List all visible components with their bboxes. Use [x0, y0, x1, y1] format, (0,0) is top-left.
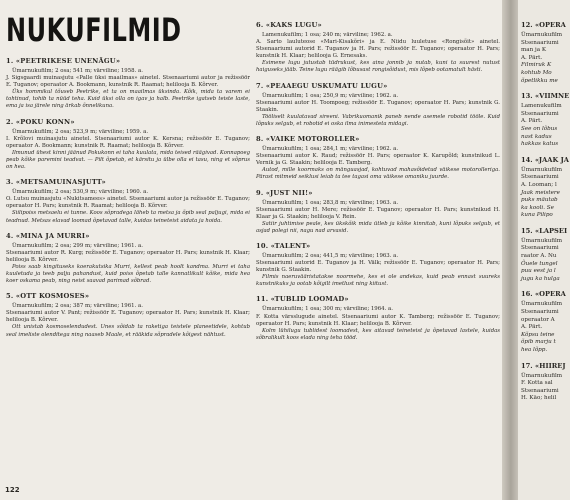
film-entry [256, 81, 500, 128]
text-line: hakkas katus [521, 141, 559, 148]
text-line: operaator A [521, 316, 555, 323]
text-line: puks mäutab [521, 197, 558, 204]
film-crew: Stsenaariumi autorid E. Tuganov ja H. Välk; režissöör E. Tuganov; operaator H. Pars; kunstnik G. Staakin. [256, 260, 500, 274]
film-title: 5. «OTT KOSMOSES» [6, 292, 90, 301]
left-column [6, 11, 250, 343]
text-line: Ümarnukufilm [521, 32, 563, 38]
film-title: 10. «TALENT» [256, 241, 311, 250]
text-line: F. Kotta sal [521, 380, 553, 387]
film-crew: A. Sarto lauluteose «Mari-Kisakõri» ja E. Niidu luuletuse «Rongisõit» ainetel. Stsenaariumi autorid E. Tuganov ja H. Pars; režissöör E. Tuganov; operaator H. Pars; kunstnik H. Klaar; helilooja G. Ernesaks. [256, 39, 500, 60]
text-line: Ümarnukufilm [521, 237, 563, 244]
film-meta: Ümarnukufilm; 2 osa; 441,5 m; värviline; 1963. a. [262, 252, 399, 259]
right-column [521, 14, 570, 407]
text-line: õpib marju t [521, 339, 556, 346]
film-entry [256, 294, 500, 341]
film-entry [521, 289, 570, 354]
text-line: õpetlikku me [521, 77, 558, 84]
film-crew: J. Sigsgaardi muinasjutu «Palle üksi maailmas» ainetel. Stsenaariumi autor ja režissöör E. Tuganov; operaator A. Bookmann, kunstnik R. Raamat; helilooja B. Kõrver. [6, 75, 250, 89]
film-meta: Ümarnukufilm; 1 osa; 284,1 m; värviline; 1962. a. [262, 146, 399, 153]
film-entry [521, 361, 570, 403]
text-line: kuna Pilipo [521, 212, 553, 219]
text-line: nast kadus [521, 133, 552, 140]
film-description: Ott unistab kosmoselendudest. Unes sõidab ta raketiga teistele planeetidele, kohtub seal imeliste olenditega ning naaseb Maale, et rääkida sõpradele kõigest nähtust. [6, 324, 250, 338]
film-title: 8. «VAIKE MOTOROLLER» [256, 135, 360, 144]
film-entry [256, 134, 500, 181]
film-crew: Stsenaariumi autor V. Pant; režissöör E. Tuganov; operaator H. Pars; kunstnik H. Klaar; helilooja B. Kõrver. [6, 310, 250, 324]
film-crew: O. Lutsu muinasjutu «Nukitsamees» ainetel. Stsenaariumi autor ja režissöör E. Tuganov; operaator H. Pars; kunstnik R. Raamat; helilooja B. Kõrver. [6, 196, 250, 210]
text-line: See on lõbus [521, 125, 558, 132]
film-title: 6. «KAKS LUGU» [256, 21, 322, 29]
film-meta: Ümarnukufilm; 1 osa; 250,9 m; värviline; 1962. a. [262, 92, 399, 99]
text-line: Stsenaariumi [521, 39, 559, 46]
film-entry [6, 117, 250, 172]
film-entry [521, 155, 570, 220]
text-line: Ümarnukufilm [521, 372, 563, 379]
film-entry [521, 91, 570, 149]
text-line: Õuele tungel [521, 260, 558, 267]
text-line: Kõpsu teine [521, 331, 555, 338]
film-crew: Stsenaariumi autor K. Raud; režissöör H. Pars; operaator K. Karupõld; kunstnikud L. Vernik ja G. Staakin; helilooja E. Tamberg. [256, 153, 500, 167]
film-entry [256, 20, 500, 75]
film-meta: Ümarnukufilm; 2 osa; 387 m; värviline; 1961. a. [12, 303, 143, 310]
film-title: 13. «VIIMNE [521, 92, 570, 101]
text-line: A. Pärt. [521, 324, 543, 331]
text-line: H. Käo; helil [521, 395, 557, 402]
film-description: Satiir juhtimise peale, kes ükskõik mida ütleb ja kõike kinnitab, kuni lõpuks selgub, et asjad polegi nii, nagu nad arvasid. [256, 220, 500, 234]
film-crew: I. Krõlovi muinasjutu ainetel. Stsenaariumi autor K. Kersna; režissöör E. Tuganov; operaator A. Bookmann; kunstnik R. Raamat; helilooja B. Kõrver. [6, 135, 250, 149]
film-title: 11. «TUBLID LOOMAD» [256, 295, 349, 304]
page-heading: NUKUFILMID [6, 11, 182, 50]
film-entry [256, 241, 500, 288]
film-meta: Ümarnukufilm; 2 osa; 541 m; värviline; 1958. a. [12, 68, 143, 74]
text-line: man ja K [521, 47, 547, 54]
text-line: A. Looman; l [521, 181, 557, 188]
film-title: 1. «PEETRIKESE UNENÄGU» [6, 57, 121, 65]
film-meta: Ümarnukufilm; 2 osa; 523,9 m; värviline; 1959. a. [12, 128, 149, 135]
film-title: 2. «POKU KONN» [6, 117, 75, 126]
text-line: Lamenukufilm [521, 103, 562, 110]
film-entry [256, 188, 500, 235]
film-title: 15. «LAPSEI [521, 226, 568, 235]
film-meta: Ümarnukufilm; 2 osa; 530,9 m; värviline; 1960. a. [12, 189, 149, 196]
book-spine-gutter [502, 0, 518, 500]
text-line: Stsenaariumi [521, 309, 559, 316]
film-entry [6, 56, 250, 111]
film-crew: Stsenaariumi autor H. Toompoeg; režissöör E. Tuganov; operaator H. Pars; kunstnik G. Staakin. [256, 99, 500, 113]
text-line: Stsenaariumi [521, 387, 559, 394]
film-crew: F. Kotta värsslugude ainetel. Stsenaariumi autor K. Tamberg; režissöör E. Tuganov; operaator H. Pars; kunstnik H. Klaar; helilooja B. Kõrver. [256, 313, 500, 327]
text-line: Jaak meistere [521, 189, 560, 196]
film-crew: Stsenaariumi autor H. Mere; režissöör E. Tuganov; operaator H. Pars; kunstnikud H. Klaar ja G. Staakin; helilooja V. Rein. [256, 206, 500, 220]
text-line: A. Pärt. [521, 54, 543, 61]
book-page-right [518, 0, 570, 500]
text-line: raator A. Nu [521, 253, 557, 260]
film-title: 3. «METSAMUINASJUTT» [6, 178, 106, 187]
film-meta: Ümarnukufilm; 2 osa; 299 m; värviline; 1961. a. [12, 242, 143, 249]
film-description: Tööliselt kuulatavad sireeni. Vabrikuomanik paneb nende asemele robotid tööle. Kuid lõpuks selgub, et robotid ei oska ilma inimesteta midagi. [256, 113, 500, 127]
text-line: kohtub Mo [521, 69, 552, 76]
film-title: 4. «MINA JA MURRI» [6, 231, 90, 240]
film-description: Esimene lugu jutustab tüdrukust, kes aina jonnib ja nutab, kuni ta suurest nutust haiguseks jääb. Teine lugu räägib lõbusast rongisõidust, mis lõpeb ootamatult hästi. [256, 60, 500, 74]
text-line: Ümarnukufilm [521, 301, 563, 308]
text-line: Stsenaariumi [521, 110, 559, 117]
film-title: 12. «OPERA [521, 21, 566, 29]
film-entry [521, 226, 570, 284]
film-description: Üks hommikul tõuseb Peetrike, et ta on maailmas üksinda. Kõik, mida ta varem ei tohtinud, tohib ta nüüd teha. Kuid üksi olla on igav ja halb. Peetrike igatseb teiste laste, ema ja isa järele ning ärkab õnnelikuna. [6, 89, 250, 110]
film-description: Autod, mille koormaks on mänguasjad, kohtuvad mahasõidetud väikese motorolleriga. Pärast mitmeid seiklusi leiab ta tee tagasi oma väikese omaniku juurde. [256, 167, 500, 181]
text-line: Stsenaariumi [521, 245, 559, 252]
film-description: Poiss saab kingituseks koerakutsika Murri, kellest peab hoolt kandma. Murri ei taha kuuletuda ja teeb palju pahandust, kuid poiss õpetab talle kannatlikult kõike, mida hea koer oskama peab, ning neist saavad parimad sõbrad. [6, 263, 250, 285]
text-line: hea lõpp. [521, 347, 548, 353]
film-description: Siilipoiss metsaelu ei tunne. Koos sõpradega läheb ta metsa ja õpib seal paljugi, mida ei teadnud. Metsas elavad loomad õpetavad talle, kuidas teineteist aidata ja hoida. [6, 210, 250, 224]
film-crew: Stsenaariumi autor R. Kurg; režissöör E. Tuganov; operaator H. Pars; kunstnik H. Klaar; helilooja B. Kõrver. [6, 249, 250, 263]
film-meta: Ümarnukufilm; 1 osa; 300 m; värviline; 1964. a. [262, 306, 393, 313]
film-title: 16. «OPERA [521, 290, 566, 299]
film-title: 14. «JAAK JA [521, 155, 569, 164]
film-meta: Ümarnukufilm; 1 osa; 283,8 m; värviline; 1963. a. [262, 199, 399, 206]
film-entry [6, 177, 250, 224]
text-line: ka kooli. Se [521, 204, 554, 211]
film-entry [6, 231, 250, 286]
text-line: Ümarnukufilm [521, 166, 563, 173]
page-number: 122 [5, 486, 20, 494]
film-title: 17. «HIIREJ [521, 361, 566, 370]
film-description: Ilmunud ühest kinni jäänud Pokukonn ei taha kuulata, mida teised räägivad. Konnapoeg peab kõike paremini teadvat. — Pilt õpetab, et kärsitu ja ülbe olla ei tasu, ning et sõprus on hea. [6, 149, 250, 171]
film-entry [521, 20, 570, 85]
text-line: Filmiruk K [521, 62, 552, 69]
text-line: Stsenaariumi [521, 174, 559, 181]
text-line: A. Pärt. [521, 118, 543, 125]
film-entry [6, 291, 250, 338]
film-description: Filmis naeruvääristatakse noormehe, kes ei ole andekas, kuid peab ennast suureks kunstnikuks ja ootab kõigilt imetlust ning kiitust. [256, 274, 500, 288]
film-title: 9. «JUST NII!» [256, 188, 313, 197]
film-meta: Lamenukufilm; 1 osa; 240 m; värviline; 1962. a. [262, 32, 393, 38]
text-line: jugu ka hulga [521, 275, 560, 282]
text-line: puu eest ja l [521, 268, 556, 275]
film-description: Kolm lühilugu tublidest loomadest, kes aitavad teineteist ja õpetavad lastele, kuidas sõbralikult koos elada ning teha tööd. [256, 327, 500, 341]
middle-column [256, 14, 500, 346]
film-title: 7. «PEAAEGU USKUMATU LUGU» [256, 81, 388, 90]
